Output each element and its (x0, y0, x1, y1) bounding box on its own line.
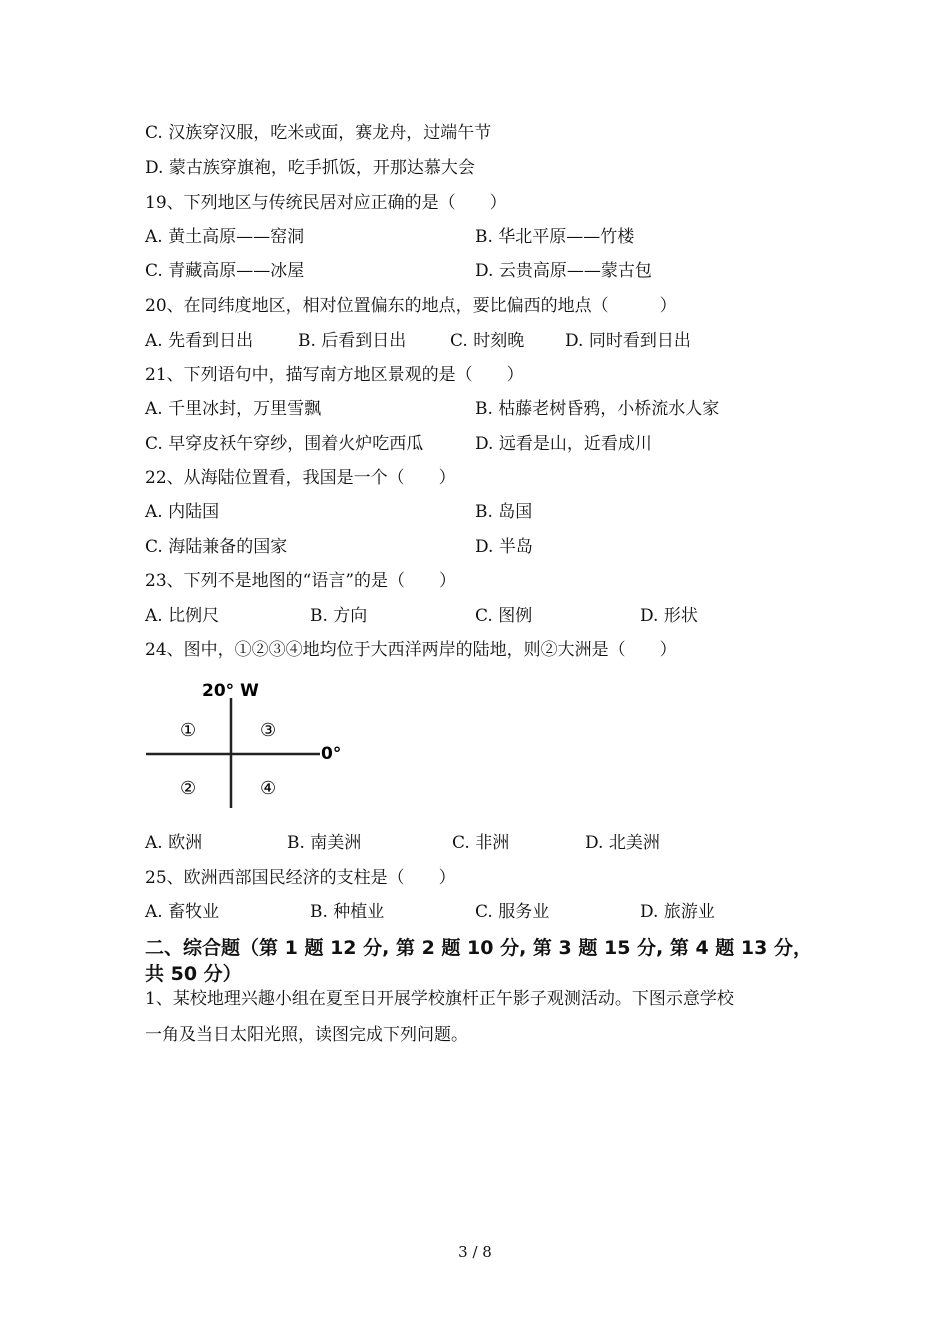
quadrant-4: ④ (260, 778, 277, 799)
q19-option-b: B. 华北平原——竹楼 (475, 227, 635, 247)
section2-heading-line1: 二、综合题（第 1 题 12 分, 第 2 题 10 分, 第 3 题 15 分, 第 4 题 13 分， (145, 937, 812, 959)
q23-option-d: D. 形状 (640, 606, 698, 626)
q25-option-d: D. 旅游业 (640, 902, 715, 922)
q18-option-d: D. 蒙古族穿旗袍，吃手抓饭，开那达慕大会 (145, 158, 475, 178)
q19-option-a: A. 黄土高原——窑洞 (145, 227, 305, 247)
section2-heading-line2: 共 50 分） (145, 963, 242, 985)
q24-option-d: D. 北美洲 (585, 833, 660, 853)
q23-option-a: A. 比例尺 (145, 606, 220, 626)
q21-option-d: D. 远看是山，近看成川 (475, 434, 652, 454)
q20-option-b: B. 后看到日出 (298, 331, 407, 351)
section2-q1-line1: 1、某校地理兴趣小组在夏至日开展学校旗杆正午影子观测活动。下图示意学校 (145, 989, 734, 1009)
q22-option-a: A. 内陆国 (145, 502, 220, 522)
q24-option-c: C. 非洲 (452, 833, 510, 853)
q23-option-c: C. 图例 (475, 606, 533, 626)
quadrant-1: ① (180, 720, 197, 741)
q24-option-b: B. 南美洲 (287, 833, 362, 853)
longitude-label: 20° W (202, 681, 259, 701)
q22-option-b: B. 岛国 (475, 502, 533, 522)
q22-stem: 22、从海陆位置看，我国是一个（ ） (145, 468, 456, 488)
q22-option-c: C. 海陆兼备的国家 (145, 537, 288, 557)
q25-option-b: B. 种植业 (310, 902, 385, 922)
quadrant-3: ③ (260, 720, 277, 741)
q19-stem: 19、下列地区与传统民居对应正确的是（ ） (145, 193, 507, 213)
q20-option-a: A. 先看到日出 (145, 331, 254, 351)
q18-option-c: C. 汉族穿汉服，吃米或面，赛龙舟，过端午节 (145, 123, 492, 143)
q21-option-b: B. 枯藤老树昏鸦，小桥流水人家 (475, 399, 720, 419)
q20-option-d: D. 同时看到日出 (565, 331, 691, 351)
q20-option-c: C. 时刻晚 (450, 331, 525, 351)
q25-option-a: A. 畜牧业 (145, 902, 220, 922)
q21-stem: 21、下列语句中，描写南方地区景观的是（ ） (145, 365, 524, 385)
q23-stem: 23、下列不是地图的“语言”的是（ ） (145, 571, 457, 591)
q21-option-c: C. 早穿皮袄午穿纱，围着火炉吃西瓜 (145, 434, 424, 454)
latitude-longitude-map (140, 676, 365, 811)
q19-option-c: C. 青藏高原——冰屋 (145, 261, 305, 281)
q25-option-c: C. 服务业 (475, 902, 550, 922)
quadrant-2: ② (180, 778, 197, 799)
section2-q1-line2: 一角及当日太阳光照，读图完成下列问题。 (145, 1025, 468, 1045)
latitude-label: 0° (321, 744, 342, 764)
q22-option-d: D. 半岛 (475, 537, 533, 557)
q25-stem: 25、欧洲西部国民经济的支柱是（ ） (145, 868, 456, 888)
q20-stem: 20、在同纬度地区，相对位置偏东的地点，要比偏西的地点（ ） (145, 296, 677, 316)
map-figure (140, 676, 365, 811)
q21-option-a: A. 千里冰封，万里雪飘 (145, 399, 322, 419)
q23-option-b: B. 方向 (310, 606, 368, 626)
page-number: 3 / 8 (458, 1243, 492, 1261)
q19-option-d: D. 云贵高原——蒙古包 (475, 261, 652, 281)
q24-option-a: A. 欧洲 (145, 833, 203, 853)
q24-stem: 24、图中，①②③④地均位于大西洋两岸的陆地，则②大洲是（ ） (145, 640, 677, 660)
